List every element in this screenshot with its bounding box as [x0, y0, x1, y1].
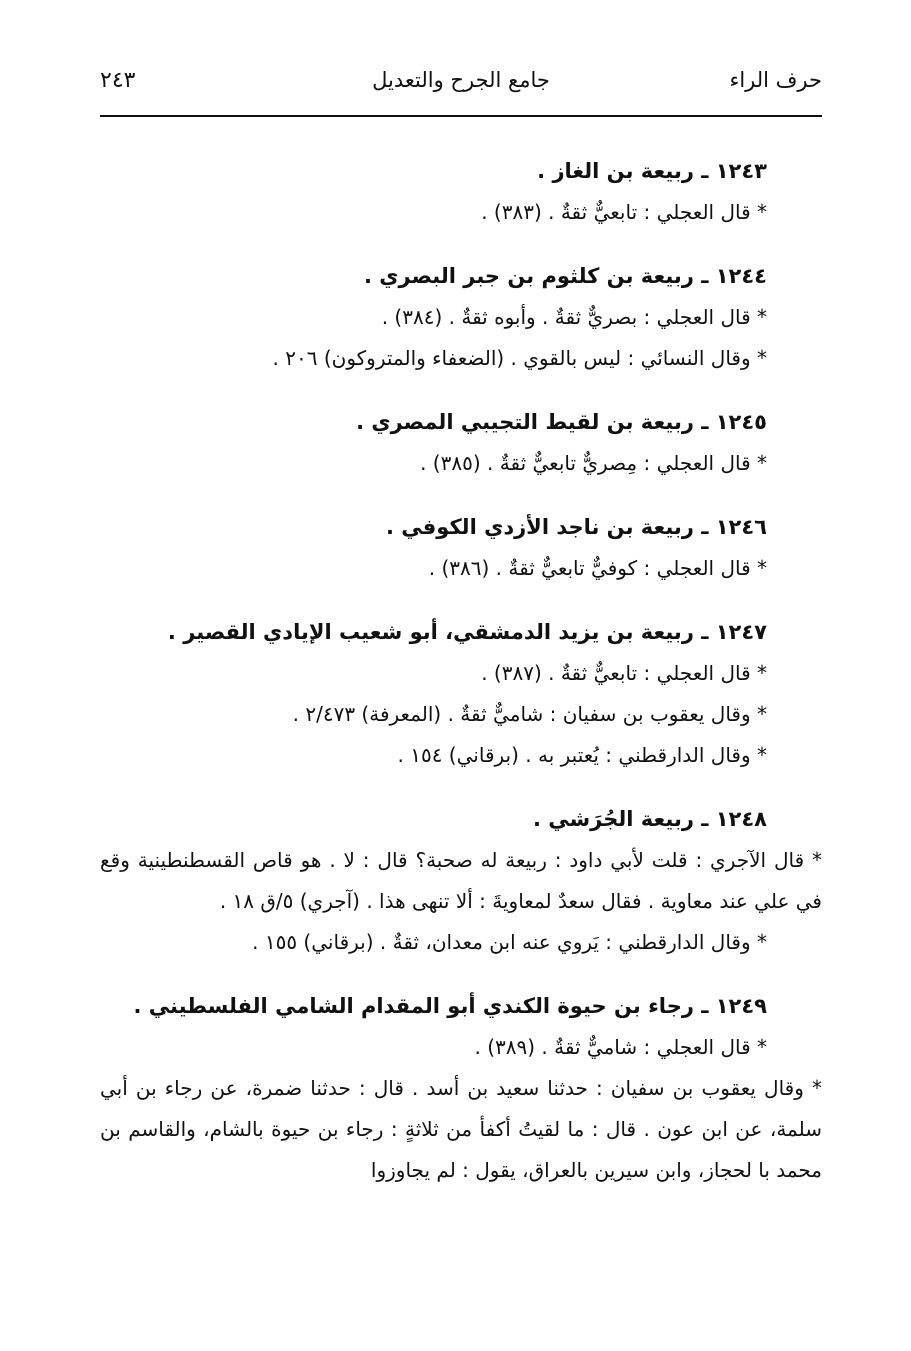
entry-1244	[100, 255, 822, 379]
entry-line: * وقال النسائي : ليس بالقوي . (الضعفاء والمتروكون) ٢٠٦ .	[272, 346, 767, 370]
entry-line: * وقال الدارقطني : يَروي عنه ابن معدان، ثقةٌ . (برقاني) ١٥٥ .	[252, 930, 767, 954]
entry-1245	[100, 401, 822, 484]
entry-title: ١٢٤٤ ـ ربيعة بن كلثوم بن جبر البصري .	[364, 264, 767, 288]
entry-title: ١٢٤٨ ـ ربيعة الجُرَشي .	[533, 807, 767, 831]
header-divider	[100, 115, 822, 117]
entry-1243	[100, 150, 822, 233]
entry-title: ١٢٤٧ ـ ربيعة بن يزيد الدمشقي، أبو شعيب الإيادي القصير .	[167, 620, 767, 644]
entry-line: * قال العجلي : تابعيٌّ ثقةٌ . (٣٨٣) .	[481, 200, 767, 224]
entry-title: ١٢٤٩ ـ رجاء بن حيوة الكندي أبو المقدام الشامي الفلسطيني .	[133, 994, 767, 1018]
entry-title: ١٢٤٦ ـ ربيعة بن ناجد الأزدي الكوفي .	[386, 515, 767, 539]
entry-paragraph: * وقال يعقوب بن سفيان : حدثنا سعيد بن أسد . قال : حدثنا ضمرة، عن رجاء بن أبي سلمة، عن ابن عون . قال : ما لقيتُ أكفأ من ثلاثةٍ : رجاء بن حيوة بالشام، والقاسم بن محمد با لحجاز، وابن سيرين بالعراق، يقول : لم يجاوزوا	[100, 1076, 822, 1182]
entry-title: ١٢٤٣ ـ ربيعة بن الغاز .	[537, 159, 767, 183]
entry-1248	[100, 798, 822, 963]
page-body	[100, 150, 822, 1213]
entry-line: * قال العجلي : شاميٌّ ثقةٌ . (٣٨٩) .	[474, 1035, 767, 1059]
entry-paragraph: * قال الآجري : قلت لأبي داود : ربيعة له صحبة؟ قال : لا . هو قاص القسطنطينية وقع في علي عند معاوية . فقال سعدٌ لمعاويةَ : ألا تنهى هذا . (آجري) ٥/ق ١٨ .	[100, 848, 822, 913]
entry-title: ١٢٤٥ ـ ربيعة بن لقيط التجيبي المصري .	[356, 410, 767, 434]
entry-line: * قال العجلي : مِصريٌّ تابعيٌّ ثقةٌ . (٣٨٥) .	[420, 451, 767, 475]
entry-1246	[100, 506, 822, 589]
entry-line: * قال العجلي : كوفيٌّ تابعيٌّ ثقةٌ . (٣٨٦) .	[428, 556, 767, 580]
running-header	[100, 58, 822, 108]
entry-line: * وقال يعقوب بن سفيان : شاميٌّ ثقةٌ . (المعرفة) ٢/٤٧٣ .	[292, 702, 767, 726]
page-number: ٢٤٣	[100, 68, 136, 93]
entry-1247	[100, 611, 822, 776]
entry-line: * وقال الدارقطني : يُعتبر به . (برقاني) ١٥٤ .	[397, 743, 767, 767]
header-section-name: حرف الراء	[729, 68, 822, 92]
header-book-title: جامع الجرح والتعديل	[372, 68, 550, 92]
entry-1249	[100, 985, 822, 1191]
entry-line: * قال العجلي : تابعيٌّ ثقةٌ . (٣٨٧) .	[481, 661, 767, 685]
entry-line: * قال العجلي : بصريٌّ ثقةٌ . وأبوه ثقةٌ . (٣٨٤) .	[381, 305, 767, 329]
